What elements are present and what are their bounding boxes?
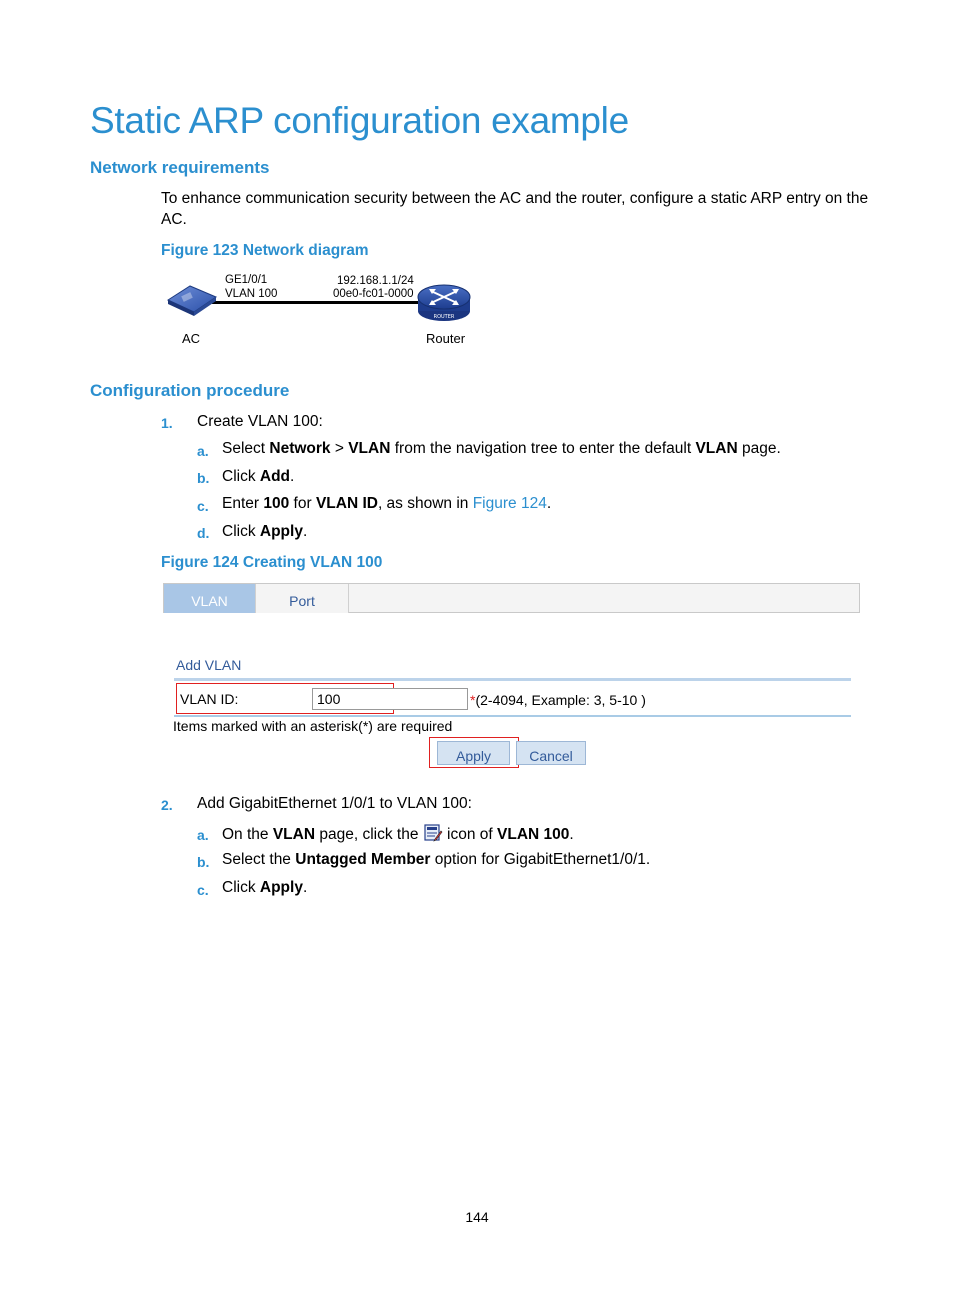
router-label: Router	[426, 331, 466, 346]
figure-124-caption: Figure 124 Creating VLAN 100	[161, 554, 383, 571]
ip-address-label: 192.168.1.1/24	[337, 275, 414, 287]
vlan-label: VLAN 100	[225, 288, 278, 300]
step-2a-marker: a.	[197, 827, 209, 843]
required-note: Items marked with an asterisk(*) are required	[173, 718, 453, 734]
ac-device-icon	[164, 283, 220, 319]
step-2c-marker: c.	[197, 882, 209, 898]
step-1c-marker: c.	[197, 498, 209, 514]
apply-button[interactable]: Apply	[437, 741, 510, 765]
tab-port[interactable]: Port	[255, 584, 349, 613]
add-vlan-title: Add VLAN	[176, 657, 242, 673]
ac-label: AC	[182, 331, 201, 346]
network-link	[212, 301, 424, 304]
step-1d-text: Click Apply.	[222, 523, 308, 540]
step-1-number: 1.	[161, 415, 173, 431]
form-divider	[174, 715, 851, 717]
tab-vlan[interactable]: VLAN	[164, 584, 255, 613]
step-1d-marker: d.	[197, 525, 210, 541]
step-2b-text: Select the Untagged Member option for GigabitEthernet1/0/1.	[222, 851, 651, 868]
section-heading-configuration-procedure: Configuration procedure	[90, 381, 290, 400]
step-1a-text: Select Network > VLAN from the navigation tree to enter the default VLAN page.	[222, 440, 781, 457]
vlan-id-label: VLAN ID:	[180, 691, 239, 707]
router-badge: ROUTER	[433, 314, 455, 320]
mac-address-label: 00e0-fc01-0000	[333, 288, 414, 300]
port-label: GE1/0/1	[225, 274, 268, 286]
step-2-number: 2.	[161, 797, 173, 813]
step-1c-text: Enter 100 for VLAN ID, as shown in Figure 124.	[222, 495, 552, 512]
step-1-text: Create VLAN 100:	[197, 413, 323, 430]
vlan-id-input[interactable]	[312, 688, 468, 710]
tab-bar	[163, 583, 860, 613]
step-2b-marker: b.	[197, 854, 210, 870]
step-2a-text: On the VLAN page, click the icon of VLAN 100.	[222, 826, 574, 843]
section-heading-network-requirements: Network requirements	[90, 158, 270, 177]
step-1b-marker: b.	[197, 470, 210, 486]
requirements-text-line2: AC.	[161, 211, 187, 228]
page-number: 144	[465, 1209, 489, 1225]
section-divider	[174, 678, 851, 681]
vlan-id-hint: *(2-4094, Example: 3, 5-10 )	[470, 692, 646, 708]
page-title: Static ARP configuration example	[90, 100, 629, 141]
edit-icon	[423, 824, 443, 842]
router-icon	[415, 281, 473, 323]
figure-124-link[interactable]: Figure 124	[472, 495, 547, 512]
step-2-text: Add GigabitEthernet 1/0/1 to VLAN 100:	[197, 795, 472, 812]
step-2c-text: Click Apply.	[222, 879, 308, 896]
step-1a-marker: a.	[197, 443, 209, 459]
cancel-button[interactable]: Cancel	[516, 741, 586, 765]
figure-123-caption: Figure 123 Network diagram	[161, 242, 369, 259]
requirements-text-line1: To enhance communication security between the AC and the router, configure a static ARP entry on the	[161, 190, 869, 207]
required-asterisk: *	[470, 692, 476, 708]
step-1b-text: Click Add.	[222, 468, 295, 485]
